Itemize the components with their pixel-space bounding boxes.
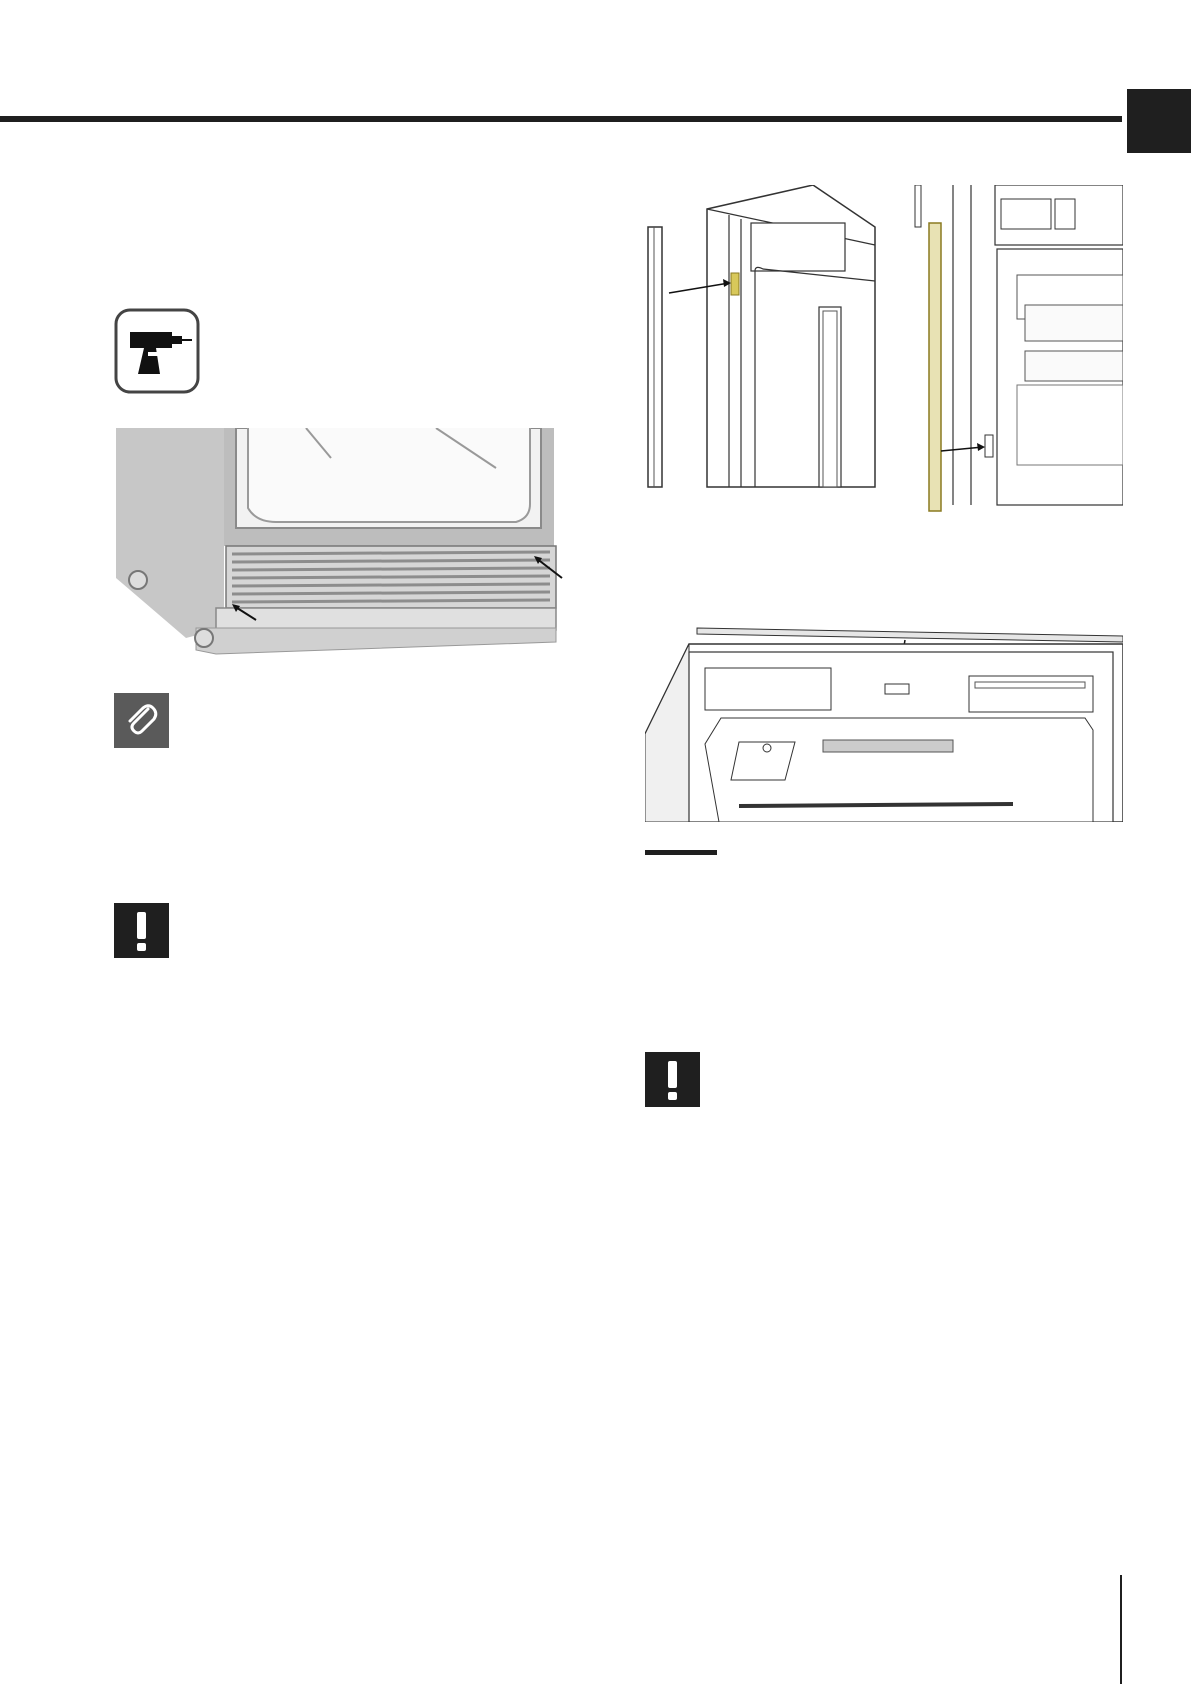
header-rule xyxy=(0,116,1122,122)
footer-rule xyxy=(1120,1575,1122,1684)
vent-grille-removal xyxy=(116,428,566,656)
section-tab xyxy=(1127,89,1191,153)
exclamation-icon xyxy=(114,903,169,958)
top-trim-installation xyxy=(645,624,1123,822)
section-divider xyxy=(645,850,717,855)
exclamation-icon xyxy=(645,1052,700,1107)
side-trim-installation xyxy=(645,185,1123,513)
paperclip-icon xyxy=(114,693,169,748)
drill-icon xyxy=(114,308,200,394)
